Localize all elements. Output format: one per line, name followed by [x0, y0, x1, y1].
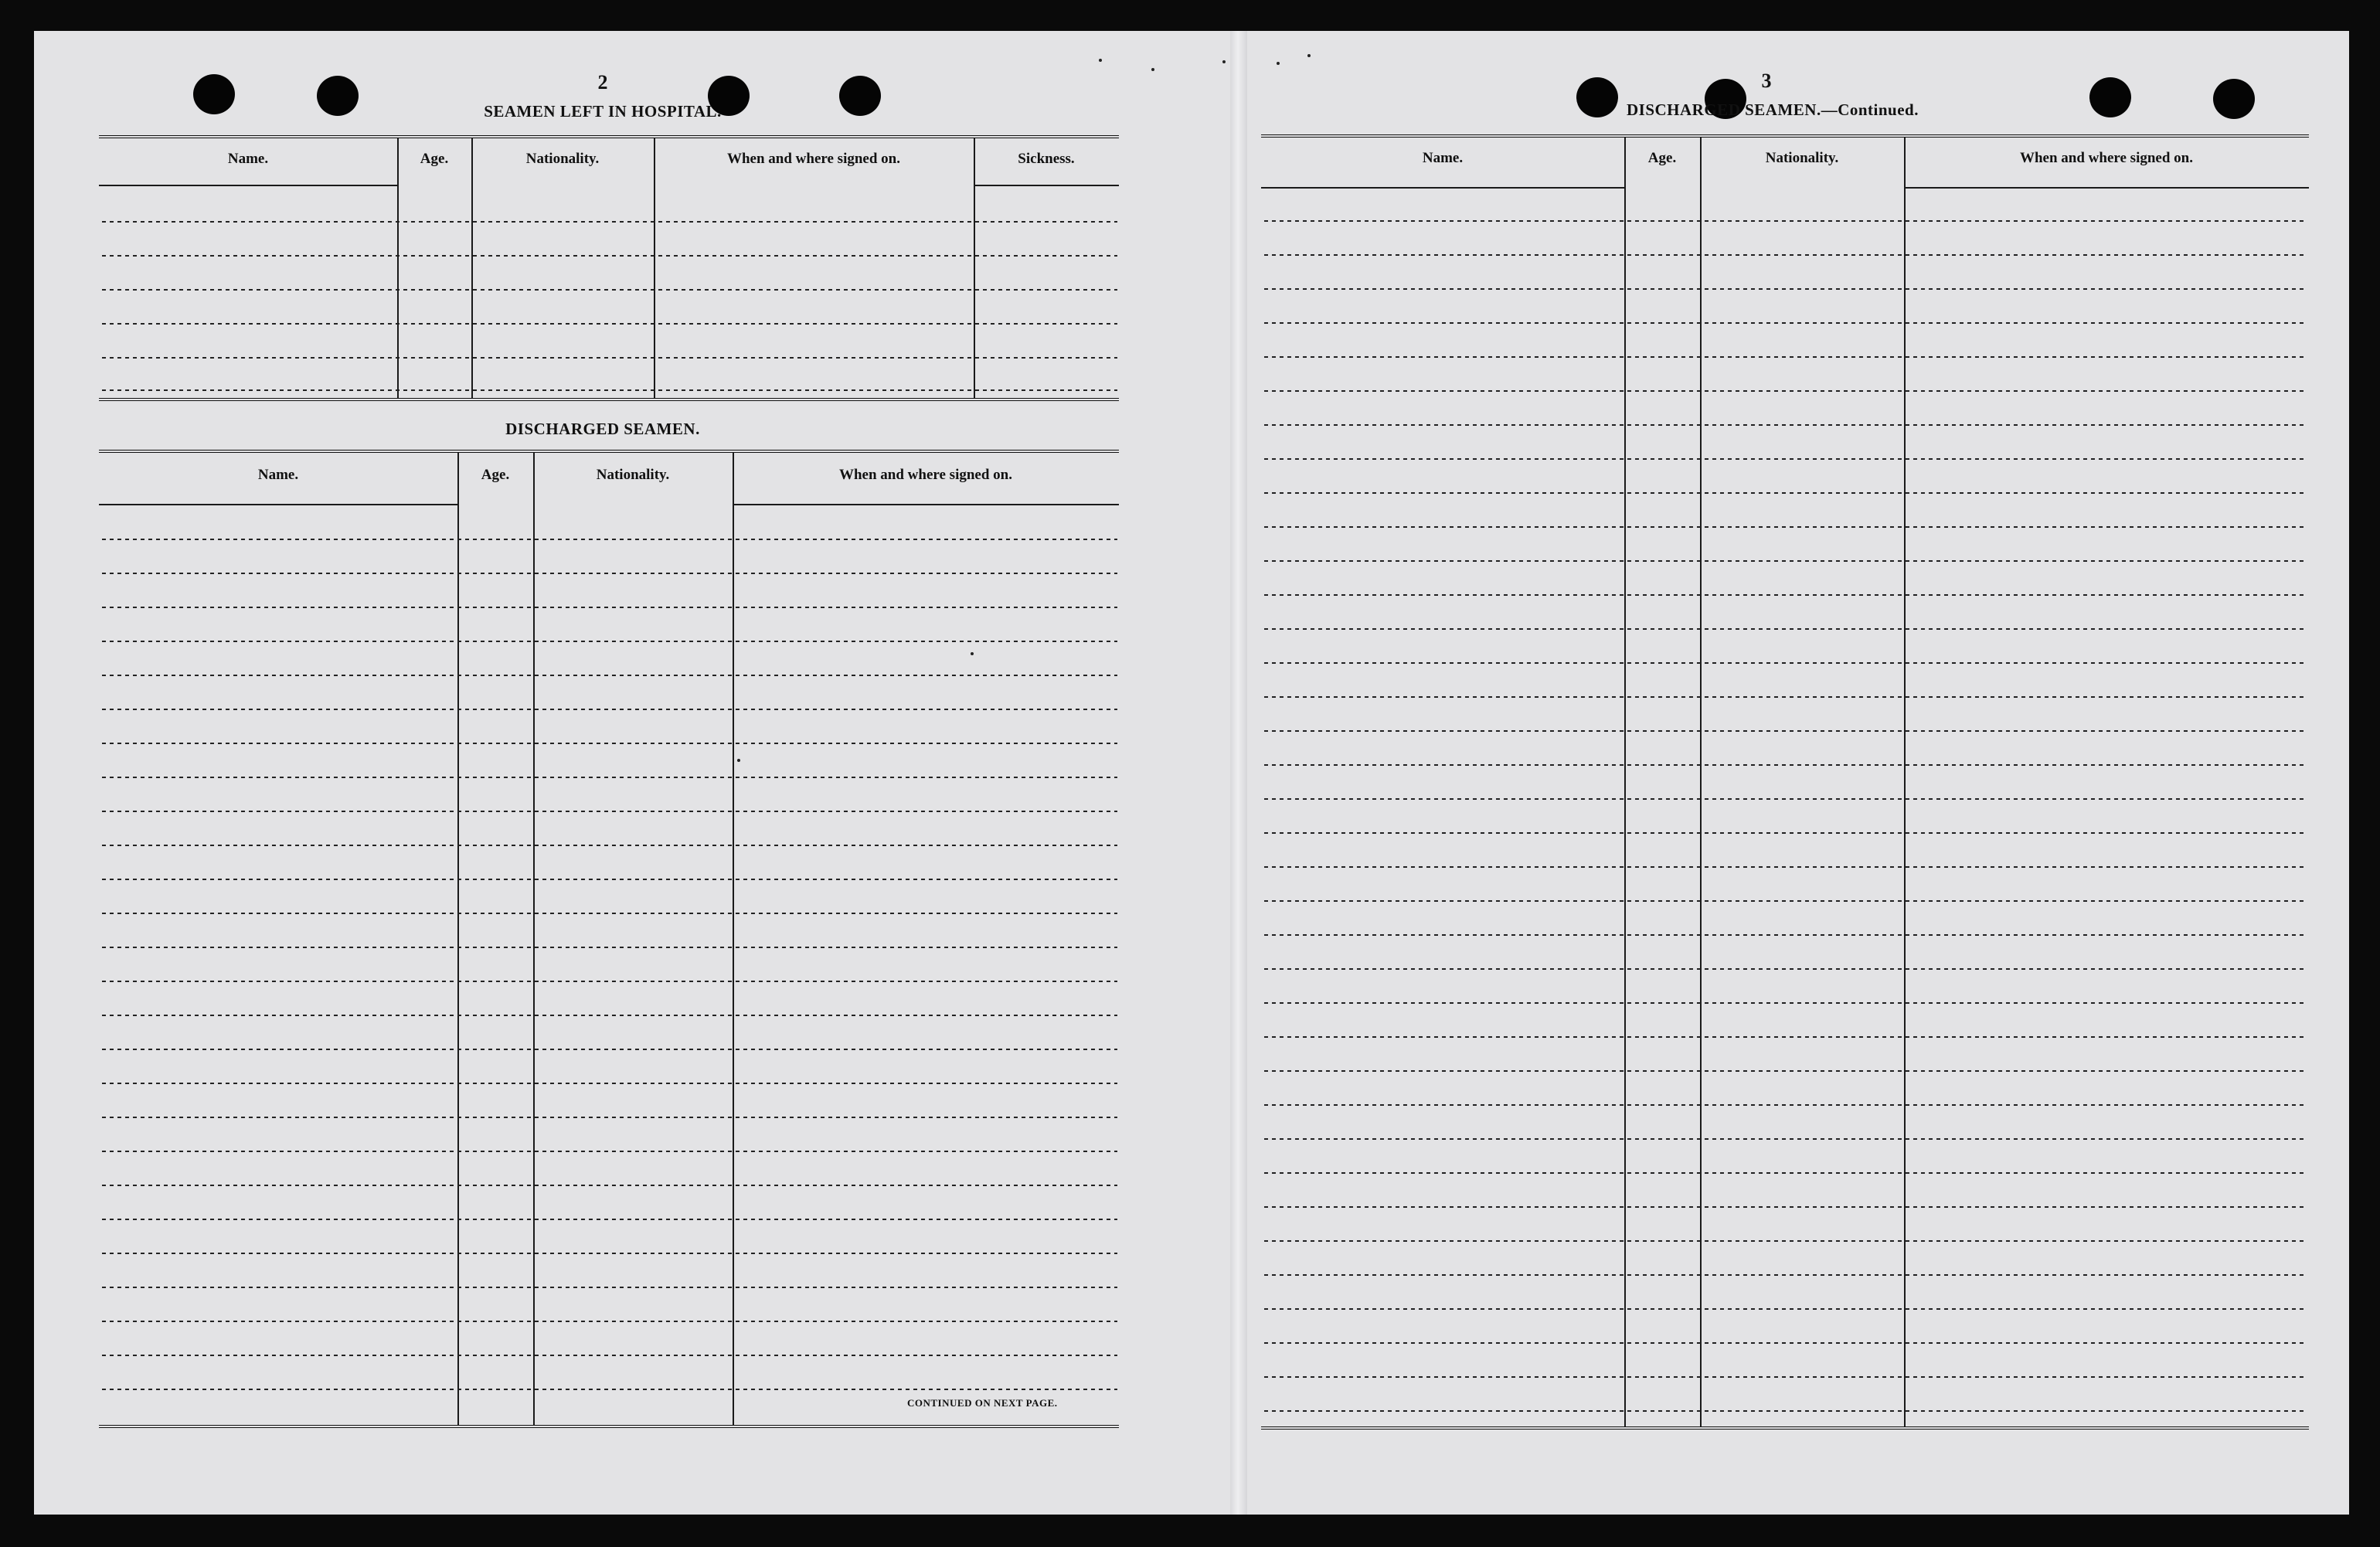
punch-hole: [2089, 77, 2131, 117]
column-header-nationality: Nationality.: [1765, 150, 1839, 166]
column-header-signed-on: When and where signed on.: [2019, 150, 2193, 166]
column-header-signed-on: When and where signed on.: [838, 467, 1012, 483]
speck: [1151, 68, 1154, 71]
hospital-table: [99, 135, 1119, 401]
discharged-table: [99, 450, 1119, 1428]
column-header-signed-on: When and where signed on.: [726, 151, 900, 167]
column-header-name: Name.: [1422, 150, 1464, 166]
column-header-nationality: Nationality.: [525, 151, 600, 167]
section-title-hospital: SEAMEN LEFT IN HOSPITAL.: [484, 102, 722, 121]
column-header-age: Age.: [1647, 150, 1677, 166]
page-number: 2: [597, 71, 608, 94]
scanned-document: [34, 31, 2349, 1515]
section-title-discharged: DISCHARGED SEAMEN.: [505, 420, 700, 438]
column-header-name: Name.: [257, 467, 299, 483]
column-header-nationality: Nationality.: [596, 467, 670, 483]
column-header-name: Name.: [227, 151, 269, 167]
punch-hole: [2213, 79, 2255, 119]
speck: [1307, 54, 1311, 57]
section-title-discharged-continued: DISCHARGED SEAMEN.—Continued.: [1627, 100, 1919, 119]
punch-hole: [317, 76, 359, 116]
discharged-continued-table: [1261, 134, 2309, 1430]
speck: [1277, 62, 1280, 65]
column-header-age: Age.: [420, 151, 449, 167]
dotted-entry-lines: [99, 138, 1119, 398]
continued-note: CONTINUED ON NEXT PAGE.: [907, 1397, 1058, 1409]
punch-hole: [193, 74, 235, 114]
column-header-age: Age.: [481, 467, 510, 483]
page-number: 3: [1761, 70, 1772, 92]
dotted-entry-lines: [99, 453, 1119, 1425]
speck: [1099, 59, 1102, 62]
punch-hole: [839, 76, 881, 116]
center-fold: [1230, 31, 1247, 1515]
column-header-sickness: Sickness.: [1018, 151, 1075, 167]
speck: [1222, 60, 1226, 63]
dotted-entry-lines: [1261, 138, 2309, 1426]
